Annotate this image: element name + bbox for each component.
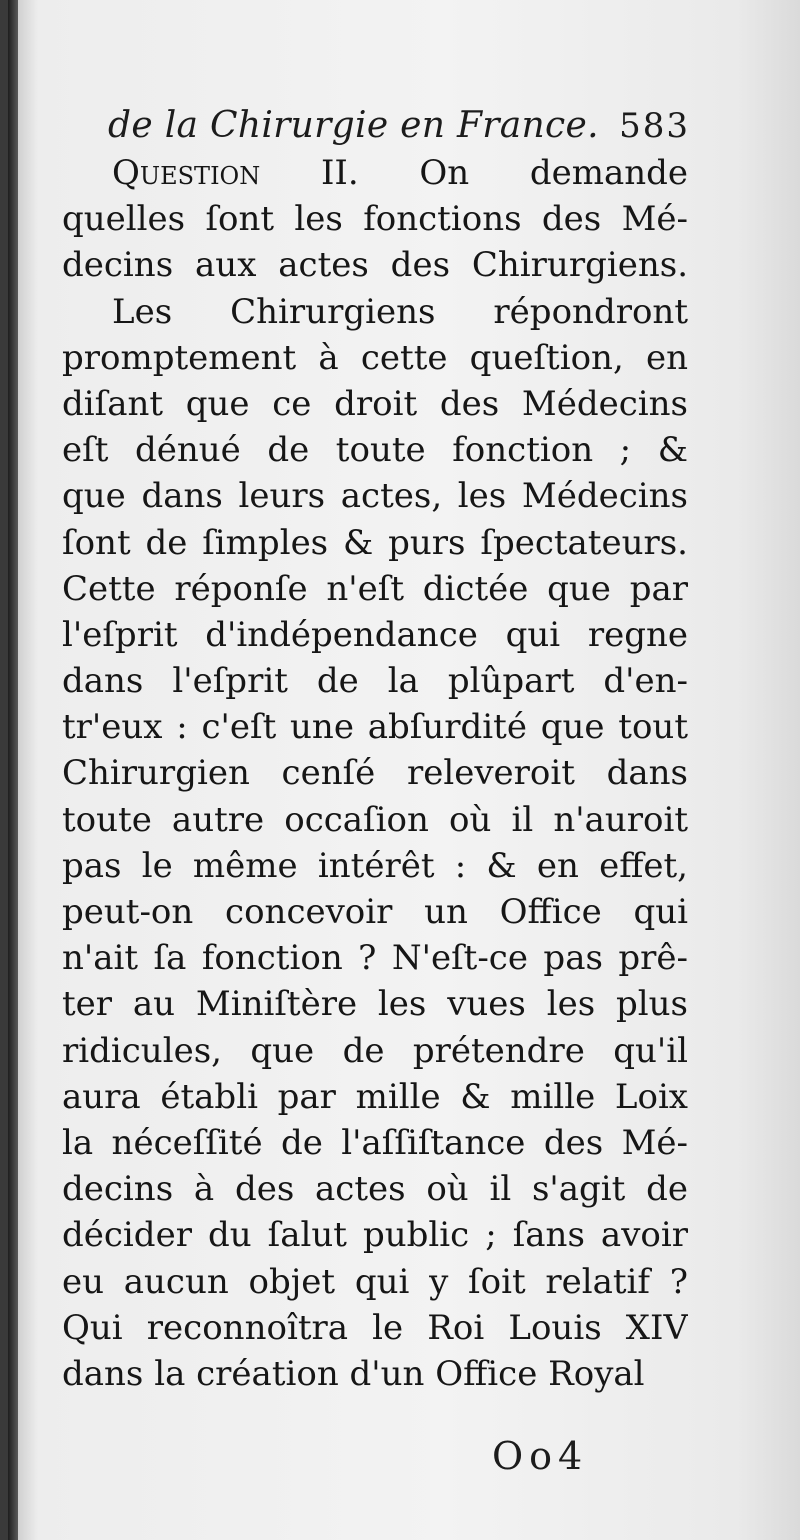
running-title: de la Chirurgie en France.: [108, 105, 599, 146]
text-line: decins à des actes où il s'agit de: [62, 1169, 688, 1210]
text-line: la néceſſité de l'aſſiſtance des Mé-: [62, 1122, 688, 1163]
text-line: Qui reconnoîtra le Roi Louis XIV: [62, 1307, 688, 1348]
paragraph-start-line: Les Chirurgiens répondront: [112, 291, 688, 332]
text-line: l'eſprit d'indépendance qui regne: [62, 614, 688, 655]
question-label: Question: [112, 153, 261, 193]
text-line: ſont de ſimples & purs ſpectateurs.: [62, 522, 688, 563]
text-line: peut-on concevoir un Office qui: [62, 892, 688, 932]
text-line: ridicules, que de prétendre qu'il: [62, 1030, 688, 1071]
question-text-start: On demande: [419, 153, 688, 193]
text-line: dans l'eſprit de la plûpart d'en-: [62, 661, 688, 702]
text-line: decins aux actes des Chirurgiens.: [62, 245, 688, 286]
text-line: ter au Miniſtère les vues les plus: [62, 984, 688, 1025]
page-header: [108, 98, 698, 154]
text-line: pas le même intérêt : & en effet,: [62, 845, 688, 886]
book-page: [8, 0, 800, 1540]
question-heading-line: [62, 150, 688, 196]
signature-mark: Oo4: [492, 1434, 589, 1478]
text-line: que dans leurs actes, les Médecins: [62, 476, 688, 517]
binding-shadow: [8, 0, 18, 1540]
text-line: n'ait ſa fonction ? N'eſt-ce pas prê-: [62, 938, 688, 979]
body-text: [62, 150, 688, 1397]
text-line: diſant que ce droit des Médecins: [62, 383, 688, 424]
text-line: eu aucun objet qui y ſoit relatif ?: [62, 1261, 688, 1302]
question-number: II.: [320, 153, 359, 193]
text-line: quelles ſont les fonctions des Mé-: [62, 199, 688, 240]
text-line: eſt dénué de toute fonction ; &: [62, 430, 688, 471]
text-line: promptement à cette queſtion, en: [62, 337, 688, 378]
text-line: décider du ſalut public ; ſans avoir: [62, 1215, 688, 1256]
text-line: Cette réponſe n'eſt dictée que par: [62, 568, 688, 609]
text-line: Chirurgien cenſé releveroit dans: [62, 753, 688, 794]
page-number: 583: [619, 106, 690, 146]
text-line: dans la création d'un Office Royal: [62, 1353, 645, 1394]
text-line: tr'eux : c'eſt une abſurdité que tout: [62, 707, 688, 748]
text-line: aura établi par mille & mille Loix: [62, 1076, 688, 1117]
text-line: toute autre occaſion où il n'auroit: [62, 799, 688, 840]
